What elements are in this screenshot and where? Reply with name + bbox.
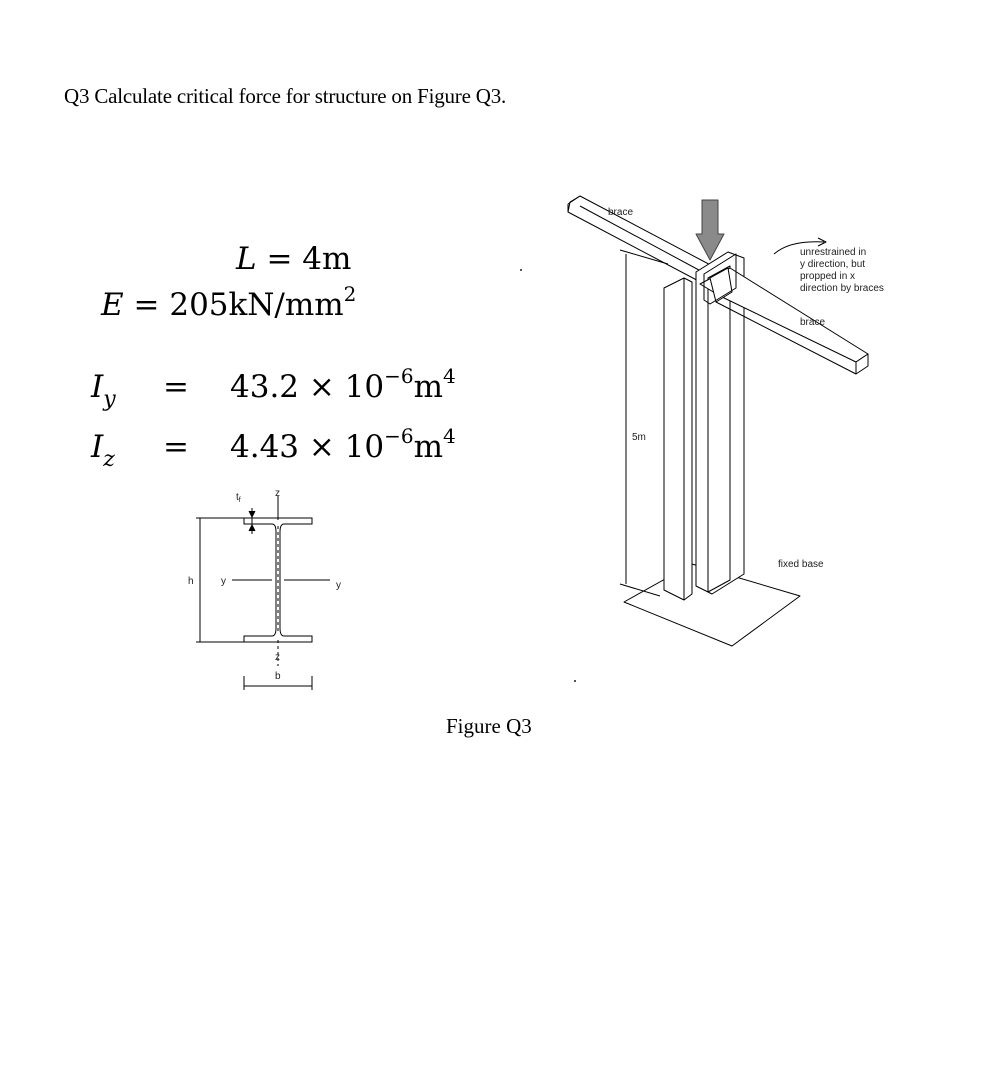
- equation-modulus: [101, 282, 357, 323]
- stray-mark: [574, 680, 576, 682]
- note-line-4: direction by braces: [800, 283, 884, 294]
- iz-unit: m: [413, 429, 444, 465]
- iz-coefficient: 4.43 × 10: [230, 429, 385, 465]
- iy-symbol: I: [91, 369, 104, 405]
- h-label: h: [188, 576, 194, 587]
- modulus-exponent: 2: [343, 282, 357, 306]
- iy-coefficient: 43.2 × 10: [230, 369, 385, 405]
- y-right-label: y: [336, 580, 341, 591]
- iy-unit: m: [413, 369, 444, 405]
- b-label: b: [275, 671, 281, 682]
- equation-iy-symbol: [91, 369, 116, 412]
- column-web: [708, 266, 730, 592]
- load-arrow: [696, 200, 724, 260]
- equation-length: [236, 241, 352, 277]
- height-label: 5m: [632, 432, 646, 443]
- z-bottom-label: z: [275, 652, 280, 663]
- modulus-symbol: E: [101, 287, 124, 323]
- iy-unit-power: 4: [443, 364, 456, 388]
- brace-right-label: brace: [800, 317, 826, 328]
- equation-iz-equals: =: [163, 429, 189, 465]
- note-line-3: propped in x: [800, 271, 856, 282]
- brace-top-label: brace: [608, 207, 634, 218]
- iz-symbol: I: [91, 429, 104, 465]
- length-value: 4m: [302, 241, 352, 277]
- equation-iy-equals: =: [163, 369, 189, 405]
- fixed-base-label: fixed base: [778, 559, 824, 570]
- equation-iz-symbol: [91, 429, 115, 472]
- length-equals: =: [266, 241, 293, 277]
- tf-label: $t_f$: [236, 492, 241, 504]
- iy-power: −6: [384, 364, 414, 388]
- note-line-2: y direction, but: [800, 259, 866, 270]
- equation-iz-value: [230, 424, 456, 465]
- stray-mark: [520, 269, 522, 271]
- note-line-1: unrestrained in: [800, 247, 867, 258]
- modulus-value: 205kN/mm: [169, 287, 344, 323]
- length-symbol: L: [236, 241, 257, 277]
- iz-subscript: z: [103, 447, 115, 472]
- modulus-equals: =: [133, 287, 160, 323]
- question-text: Q3 Calculate critical force for structure on Figure Q3.: [64, 84, 507, 108]
- figure-caption: Figure Q3: [446, 714, 532, 738]
- iz-unit-power: 4: [443, 424, 456, 448]
- iy-subscript: y: [103, 387, 116, 412]
- iz-power: −6: [384, 424, 414, 448]
- y-left-label: y: [221, 576, 226, 587]
- i-section-diagram: [180, 480, 360, 690]
- z-top-label: z: [275, 488, 280, 499]
- equation-iy-value: [230, 364, 456, 405]
- column-structure-diagram: [560, 190, 900, 660]
- column-flange-front: [664, 278, 692, 600]
